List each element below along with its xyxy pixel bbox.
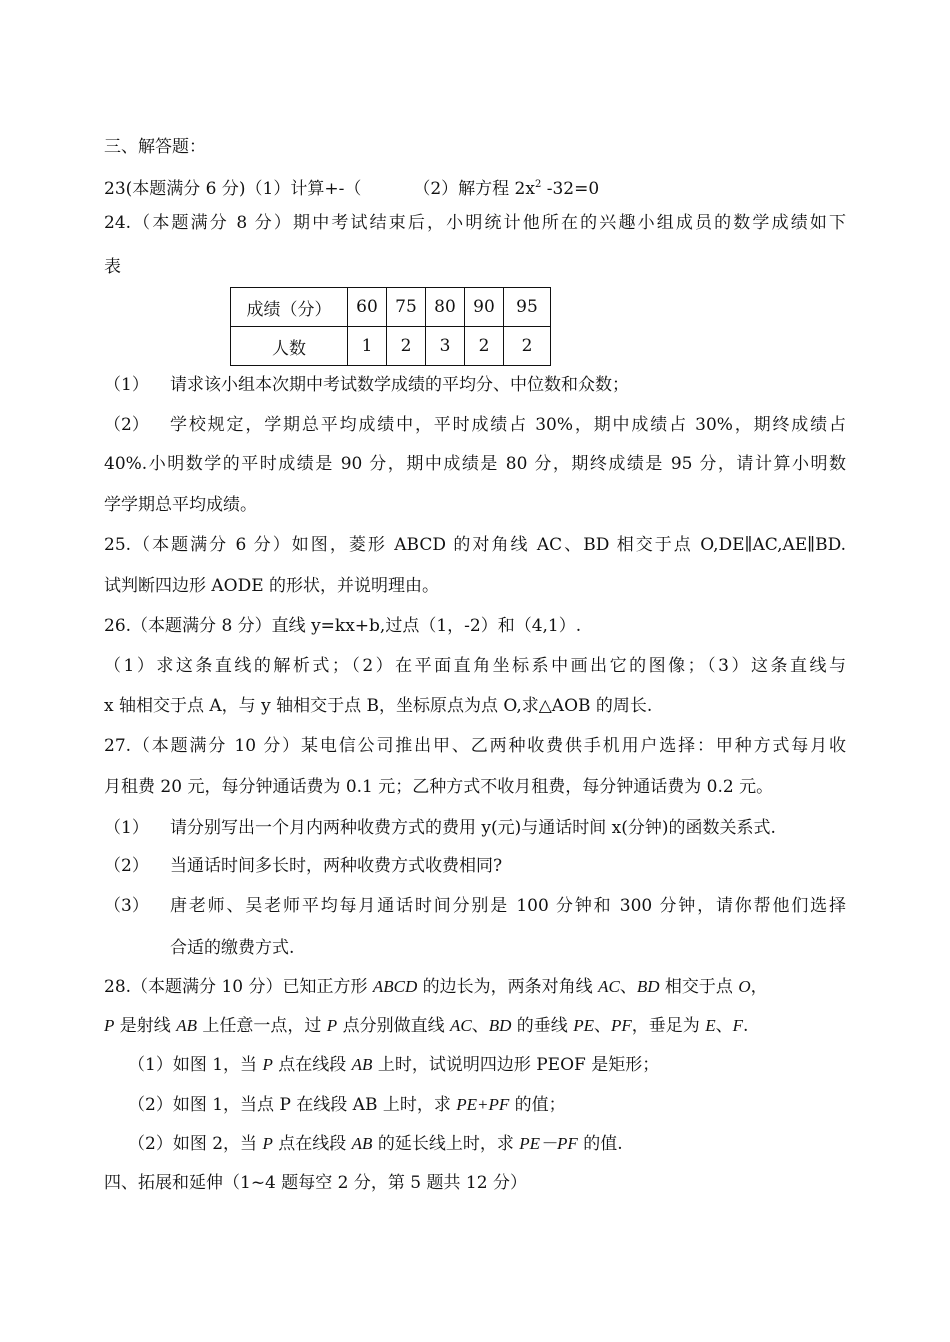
table-cell: 2 xyxy=(465,327,504,366)
q28-math: ABCD xyxy=(372,977,418,996)
q28-text: （1）如图 1，当 xyxy=(128,1055,263,1075)
q28-math: AB xyxy=(351,1134,373,1153)
q28-text: 上时，试说明四边形 PEOF 是矩形； xyxy=(372,1055,660,1075)
q28-math: AB xyxy=(176,1016,197,1035)
q28-text: ，垂足为 xyxy=(631,1016,706,1036)
section-3-heading: 三、解答题： xyxy=(104,137,206,157)
q28-text: 的延长线上时，求 xyxy=(372,1134,520,1154)
question-24-line1: 24.（本题满分 8 分）期中考试结束后，小明统计他所在的兴趣小组成员的数学成绩如下 xyxy=(104,213,846,233)
q24-part1-number: （1） xyxy=(104,375,149,395)
question-27-line2: 月租费 20 元，每分钟通话费为 0.1 元；乙种方式不收月租费，每分钟通话费为 0.2 元。 xyxy=(104,777,774,797)
q28-text: 的值. xyxy=(577,1134,623,1154)
q28-text: . xyxy=(742,1016,749,1036)
table-cell: 2 xyxy=(504,327,551,366)
q27-part1-text: 请分别写出一个月内两种收费方式的费用 y(元)与通话时间 x(分钟)的函数关系式. xyxy=(170,818,776,838)
q28-text: ， xyxy=(750,977,768,997)
q27-part2-text: 当通话时间多长时，两种收费方式收费相同? xyxy=(170,856,503,876)
q28-text: 上任意一点，过 xyxy=(196,1016,327,1036)
q28-math: P xyxy=(326,1016,338,1035)
q24-part2-line2: 40%.小明数学的平时成绩是 90 分，期中成绩是 80 分，期终成绩是 95 分，请计算小明数 xyxy=(104,454,846,474)
table-cell: 3 xyxy=(426,327,465,366)
score-table-count-row xyxy=(231,327,551,366)
question-26-line1: 26.（本题满分 8 分）直线 y=kx+b,过点（1，-2）和（4,1）. xyxy=(104,616,582,636)
question-25-line2: 试判断四边形 AODE 的形状，并说明理由。 xyxy=(104,576,440,596)
table-cell: 60 xyxy=(348,288,387,327)
q28-text: （2）如图 2，当 xyxy=(128,1134,263,1154)
q24-part2-number: （2） xyxy=(104,415,149,435)
q28-math: P xyxy=(262,1134,273,1153)
q23-tail: -32=0 xyxy=(541,179,600,199)
question-23 xyxy=(104,174,599,200)
table-cell: 80 xyxy=(426,288,465,327)
table-cell: 90 xyxy=(465,288,504,327)
table-cell: 75 xyxy=(387,288,426,327)
q28-math: E xyxy=(705,1016,716,1035)
q24-part2-line3: 学学期总平均成绩。 xyxy=(104,495,257,515)
q28-text: 、 xyxy=(619,977,637,997)
q28-math: PE+PF xyxy=(456,1095,510,1114)
q28-sub2 xyxy=(128,1094,566,1116)
question-24-line2: 表 xyxy=(104,257,121,277)
q28-math: PE xyxy=(573,1016,594,1035)
q28-text: 的边长为，两条对角线 xyxy=(417,977,599,997)
q24-part1-text: 请求该小组本次期中考试数学成绩的平均分、中位数和众数； xyxy=(170,375,629,395)
question-25-line1: 25.（本题满分 6 分）如图，菱形 ABCD 的对角线 AC、BD 相交于点 O,DE∥AC,AE∥BD. xyxy=(104,535,846,555)
q28-math: AC xyxy=(598,977,620,996)
q28-math: P xyxy=(262,1055,273,1074)
question-27-line1: 27.（本题满分 10 分）某电信公司推出甲、乙两种收费供手机用户选择：甲种方式每月收 xyxy=(104,736,846,756)
score-table xyxy=(230,287,551,366)
q28-math: AC xyxy=(450,1016,472,1035)
table-cell: 成绩（分） xyxy=(231,288,348,327)
q23-exponent: 2 xyxy=(534,179,542,190)
question-26-line3: x 轴相交于点 A，与 y 轴相交于点 B，坐标原点为点 O,求△AOB 的周长. xyxy=(104,696,653,716)
q28-text: 点分别做直线 xyxy=(337,1016,450,1036)
question-28-line2 xyxy=(104,1015,748,1037)
q28-math: AB xyxy=(351,1055,373,1074)
q27-part3-number: （3） xyxy=(104,896,149,916)
q28-math: O xyxy=(738,977,751,996)
q28-math: PE－PF xyxy=(519,1134,578,1153)
table-cell: 1 xyxy=(348,327,387,366)
q27-part2-number: （2） xyxy=(104,856,149,876)
q27-part3-text: 唐老师、吴老师平均每月通话时间分别是 100 分钟和 300 分钟，请你帮他们选择 xyxy=(170,896,846,916)
q23-part2: （2）解方程 2x xyxy=(413,179,535,199)
q28-text: 的垂线 xyxy=(511,1016,574,1036)
question-28-line1 xyxy=(104,976,768,998)
question-26-line2: （1）求这条直线的解析式；（2）在平面直角坐标系中画出它的图像；（3）这条直线与 xyxy=(104,656,846,676)
q24-part2-text: 学校规定，学期总平均成绩中，平时成绩占 30%，期中成绩占 30%，期终成绩占 xyxy=(170,415,846,435)
table-cell: 人数 xyxy=(231,327,348,366)
q28-text: 相交于点 xyxy=(659,977,739,997)
q27-part1-number: （1） xyxy=(104,818,149,838)
q28-math: BD xyxy=(488,1016,512,1035)
q28-text: 点在线段 xyxy=(272,1055,352,1075)
q28-math: P xyxy=(104,1016,115,1035)
section-4-heading: 四、拓展和延伸（1~4 题每空 2 分，第 5 题共 12 分） xyxy=(104,1173,527,1193)
q28-math: PF xyxy=(611,1016,632,1035)
q28-text: 的值； xyxy=(509,1095,566,1115)
q28-math: BD xyxy=(636,977,660,996)
q28-text: 是射线 xyxy=(114,1016,177,1036)
table-cell: 95 xyxy=(504,288,551,327)
q28-text: 点在线段 xyxy=(272,1134,352,1154)
q27-part3-line2: 合适的缴费方式. xyxy=(170,938,295,958)
q28-sub1 xyxy=(128,1054,659,1076)
q28-text: 、 xyxy=(594,1016,611,1036)
q28-text: （2）如图 1，当点 P 在线段 AB 上时，求 xyxy=(128,1095,457,1115)
q28-text: 、 xyxy=(715,1016,733,1036)
q28-text: 、 xyxy=(471,1016,489,1036)
q28-text: 28.（本题满分 10 分）已知正方形 xyxy=(104,977,373,997)
table-cell: 2 xyxy=(387,327,426,366)
q28-math: F xyxy=(732,1016,743,1035)
q23-head: 23(本题满分 6 分)（1）计算+-（ xyxy=(104,179,362,199)
score-table-header-row xyxy=(231,288,551,327)
q28-sub3 xyxy=(128,1133,623,1155)
